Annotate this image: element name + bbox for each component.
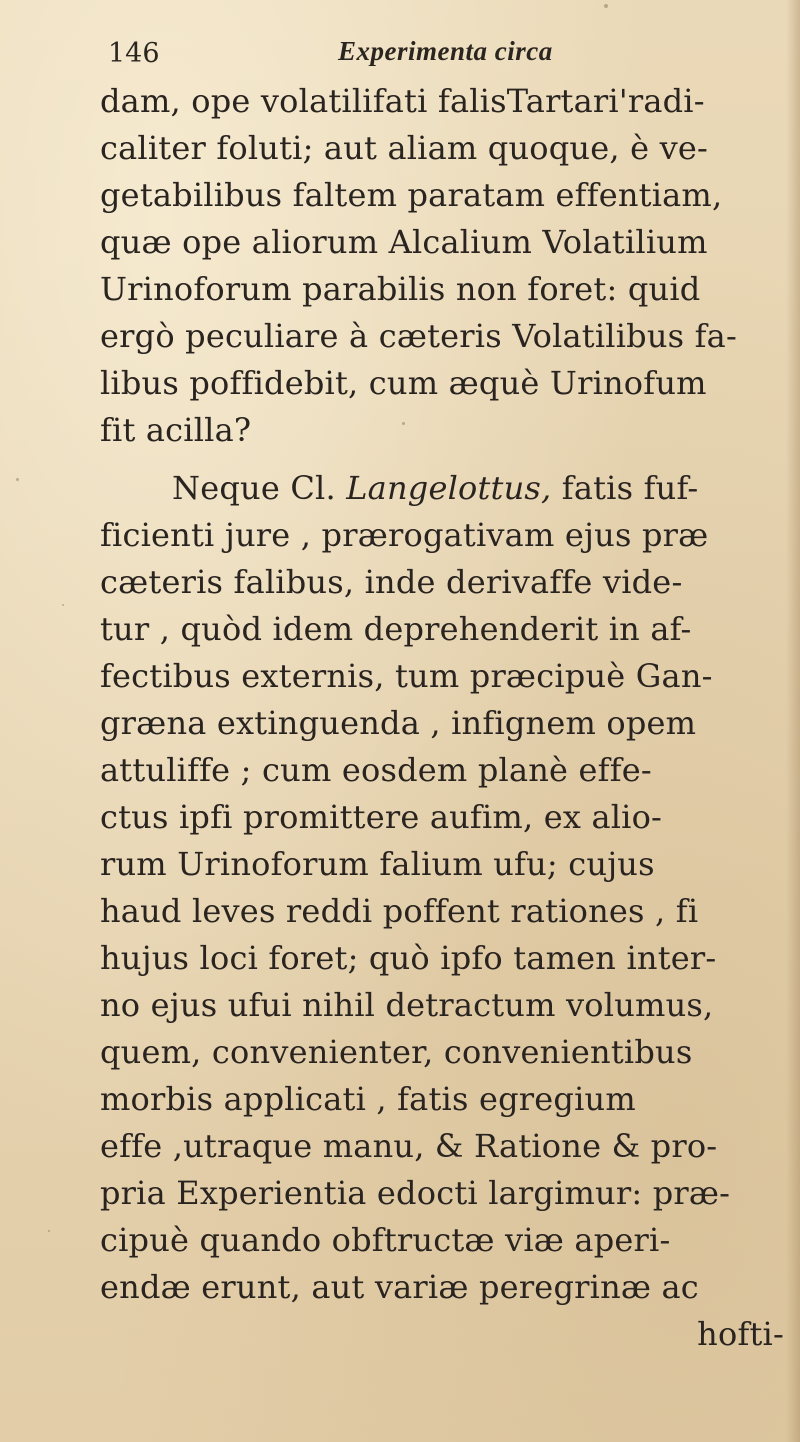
text-line: fectibus externis, tum præcipuè Gan- [100,657,713,695]
text-line: græna extinguenda , infignem opem [100,704,697,742]
paper-speck [16,478,19,481]
paragraph-1 [100,78,790,454]
text-line: getabilibus faltem paratam effentiam, [100,176,723,214]
line-start: Neque Cl. [172,469,336,507]
text-line: cipuè quando obftructæ viæ aperi- [100,1221,671,1259]
text-line: quæ ope aliorum Alcalium Volatilium [100,223,708,261]
text-line: hujus loci foret; quò ipfo tamen inter- [100,939,717,977]
paper-speck [48,1230,50,1232]
text-line: endæ erunt, aut variæ peregrinæ ac [100,1268,699,1306]
catchword: hofti- [697,1315,784,1353]
text-line [100,465,790,512]
text-line: dam, ope volatilifati falisTartari'radi- [100,82,705,120]
text-line: ctus ipfi promittere aufim, ex alio- [100,798,663,836]
text-line: ergò peculiare à cæteris Volatilibus fa- [100,317,737,355]
text-line: tur , quòd idem deprehenderit in af- [100,610,692,648]
text-line: fit acilla? [100,411,252,449]
text-line: caliter foluti; aut aliam quoque, è ve- [100,129,709,167]
text-line: cæteris falibus, inde derivaffe vide- [100,563,683,601]
line-end: fatis fuf- [561,469,699,507]
page-header [0,28,800,78]
text-line: no ejus ufui nihil detractum volumus, [100,986,714,1024]
text-line: libus poffidebit, cum æquè Urinofum [100,364,707,402]
text-line: attuliffe ; cum eosdem planè effe- [100,751,652,789]
paragraph-gap [100,454,790,465]
running-head: Experimenta circa [338,36,553,66]
page-number: 146 [108,38,160,69]
body-text [100,78,790,1358]
author-name: Langelottus, [346,469,552,507]
text-line: ficienti jure , prærogativam ejus præ [100,516,709,554]
text-line: haud leves reddi poffent rationes , fi [100,892,699,930]
text-line: quem, convenienter, convenientibus [100,1033,693,1071]
paragraph-2 [100,465,790,1358]
paper-speck [62,604,64,606]
text-line: Urinoforum parabilis non foret: quid [100,270,701,308]
paper-speck [604,4,608,8]
text-line: morbis applicati , fatis egregium [100,1080,636,1118]
text-line: effe ,utraque manu, & Ratione & pro- [100,1127,718,1165]
text-line: pria Experientia edocti largimur: præ- [100,1174,731,1212]
text-line: rum Urinoforum falium ufu; cujus [100,845,655,883]
paper-speck [402,422,405,425]
